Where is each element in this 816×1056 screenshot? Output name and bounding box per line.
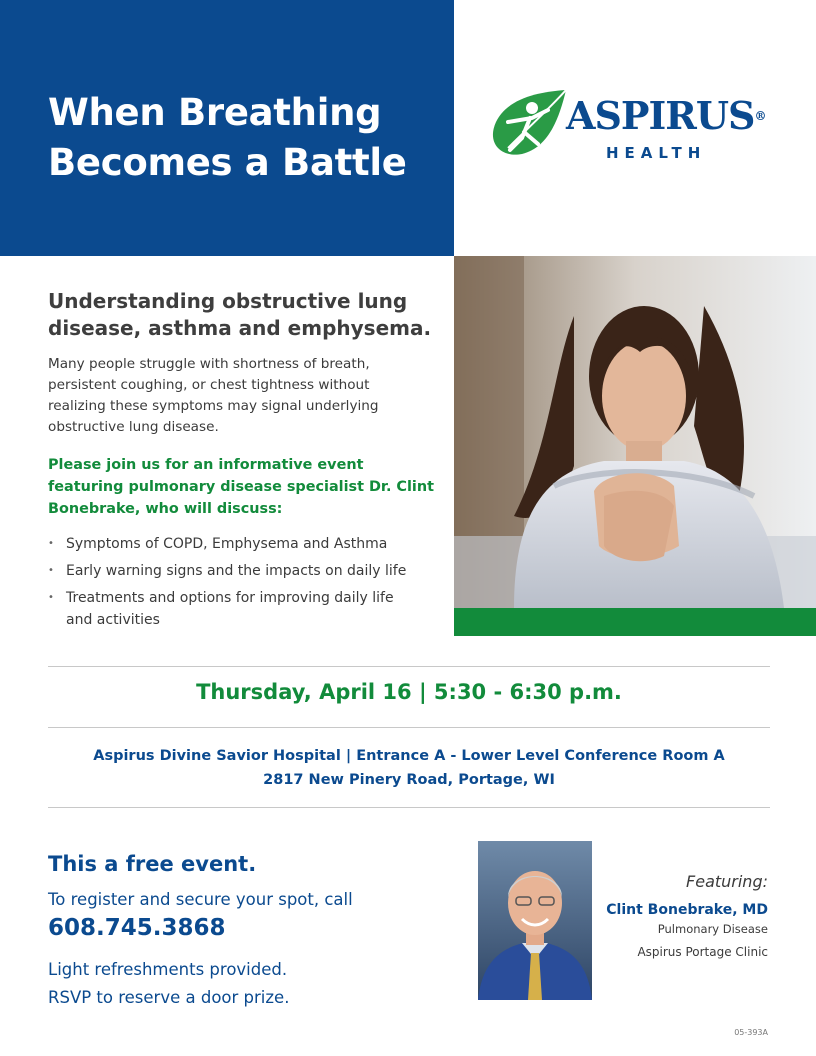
leaf-figure-logo-icon — [488, 88, 568, 160]
divider — [48, 807, 770, 808]
divider — [48, 666, 770, 667]
bullet-icon: • — [48, 592, 54, 603]
event-datetime: Thursday, April 16 | 5:30 - 6:30 p.m. — [196, 680, 622, 704]
divider — [48, 727, 770, 728]
title-line: When Breathing — [48, 91, 382, 134]
extra-info: Light refreshments provided. RSVP to reserve a door prize. — [48, 960, 290, 1007]
bullet-icon: • — [48, 538, 54, 549]
featuring-label: Featuring: — [686, 872, 768, 891]
photo-illustration — [454, 256, 816, 608]
page-title — [48, 88, 448, 188]
title-line: Becomes a Battle — [48, 141, 407, 184]
logo-wordmark: ASPIRUS® — [566, 93, 766, 138]
speaker-portrait — [478, 841, 592, 1000]
list-item: • Early warning signs and the impacts on daily life — [48, 560, 428, 582]
speaker-specialty: Pulmonary Disease — [657, 922, 768, 936]
document-code: 05-393A — [734, 1028, 768, 1037]
speaker-clinic: Aspirus Portage Clinic — [637, 945, 768, 959]
green-accent-bar — [454, 608, 816, 636]
invitation-text: Please join us for an informative event featuring pulmonary disease specialist Dr. Clint Bonebrake, who will discuss: — [48, 457, 434, 517]
register-text: To register and secure your spot, call — [48, 890, 353, 909]
logo-subtitle: HEALTH — [606, 144, 707, 162]
woman-chest-pain-photo — [454, 256, 816, 608]
bullet-icon: • — [48, 565, 54, 576]
intro-paragraph: Many people struggle with shortness of breath, persistent coughing, or chest tightness without realizing these symptoms may signal underlying obstructive lung disease. — [48, 356, 379, 435]
speaker-photo — [478, 841, 592, 1000]
list-item: • Treatments and options for improving daily life and activities — [48, 587, 428, 631]
registered-mark: ® — [754, 109, 766, 123]
free-event-heading: This a free event. — [48, 852, 257, 876]
section-subtitle: Understanding obstructive lung disease, asthma and emphysema. — [48, 289, 432, 340]
event-location: Aspirus Divine Savior Hospital | Entrance A - Lower Level Conference Room A 2817 New Pinery Road, Portage, WI — [93, 748, 725, 788]
topic-list — [48, 533, 428, 636]
speaker-name: Clint Bonebrake, MD — [606, 902, 768, 918]
list-item: • Symptoms of COPD, Emphysema and Asthma — [48, 533, 428, 555]
aspirus-logo — [488, 88, 778, 168]
phone-number[interactable]: 608.745.3868 — [48, 915, 226, 941]
